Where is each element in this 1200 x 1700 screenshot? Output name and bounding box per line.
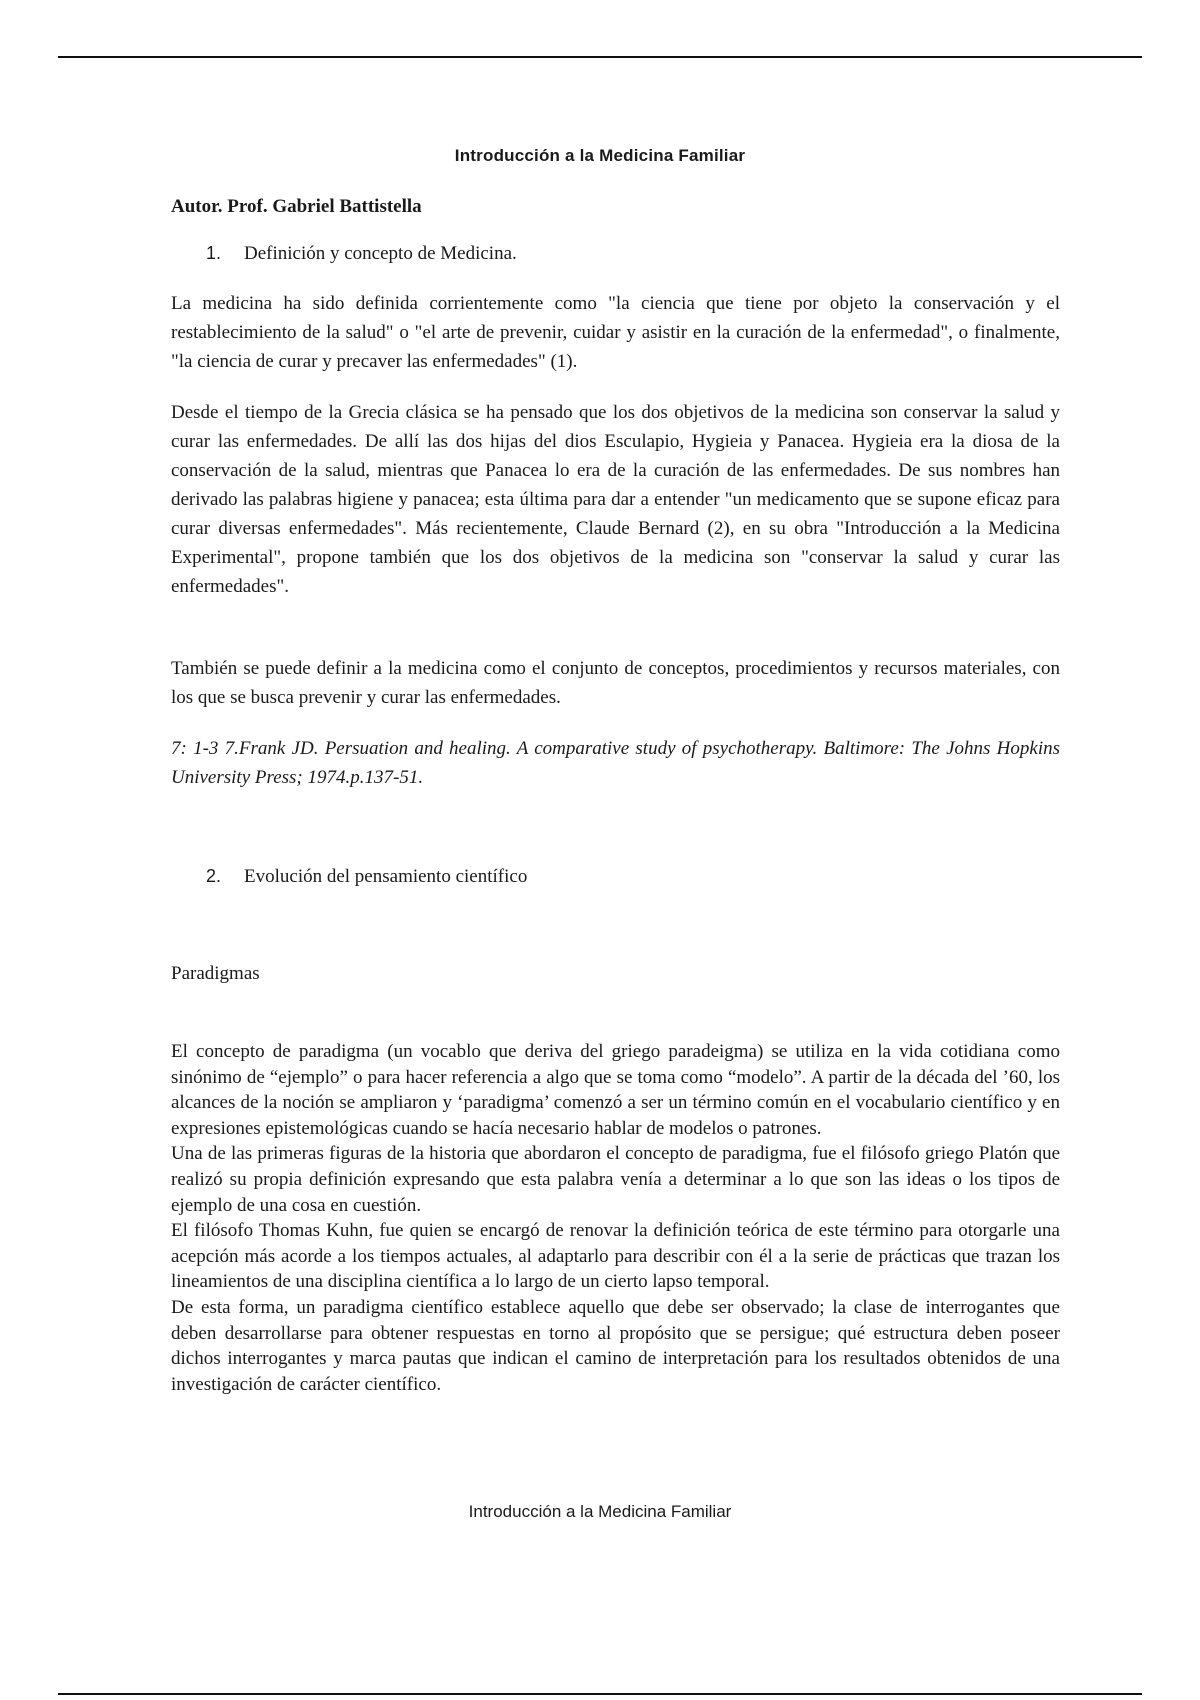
- subheading-paradigmas: Paradigmas: [171, 963, 260, 984]
- section-1-heading: [206, 243, 517, 265]
- paragraph-definition-alt: También se puede definir a la medicina como el conjunto de conceptos, procedimientos y recursos materiales, con los que se busca prevenir y curar las enfermedades.: [171, 658, 1060, 708]
- paragraph-greek-history: Desde el tiempo de la Grecia clásica se ha pensado que los dos objetivos de la medicina son conservar la salud y curar las enfermedades. De allí las dos hijas del dios Esculapio, Hygieia y Panacea. Hygieia era la diosa de la conservación de la salud, mientras que Panacea lo era de la curación de las enfermedades. De sus nombres han derivado las palabras higiene y panacea; esta última para dar a entender "un medicamento que se supone eficaz para curar diversas enfermedades". Más recientemente, Claude Bernard (2), en su obra "Introducción a la Medicina Experimental", propone también que los dos objetivos de la medicina son "conservar la salud y curar las enfermedades".: [171, 402, 1060, 597]
- section-2-title: Evolución del pensamiento científico: [244, 866, 528, 887]
- citation: 7: 1-3 7.Frank JD. Persuation and healing. A comparative study of psychotherapy. Baltimore: The Johns Hopkins University Press; 1974.p.137-51.: [171, 738, 1060, 788]
- section-1-number: 1.: [206, 243, 222, 263]
- section-1-title: Definición y concepto de Medicina.: [244, 243, 517, 264]
- paradigm-paragraph: El filósofo Thomas Kuhn, fue quien se encargó de renovar la definición teórica de este término para otorgarle una acepción más acorde a los tiempos actuales, al adaptarlo para describir con él a la serie de prácticas que trazan los lineamientos de una disciplina científica a lo largo de un cierto lapso temporal.: [171, 1220, 1060, 1293]
- paragraph-definition: La medicina ha sido definida corrientemente como "la ciencia que tiene por objeto la conservación y el restablecimiento de la salud" o "el arte de prevenir, cuidar y asistir en la curación de la enfermedad", o finalmente, "la ciencia de curar y precaver las enfermedades" (1).: [171, 293, 1060, 372]
- paradigm-text-block: [171, 1039, 1060, 1397]
- paradigm-paragraph: Una de las primeras figuras de la historia que abordaron el concepto de paradigma, fue el filósofo griego Platón que realizó su propia definición expresando que esta palabra venía a determinar a lo que son las ideas o los tipos de ejemplo de una cosa en cuestión.: [171, 1143, 1060, 1216]
- paradigm-paragraph: El concepto de paradigma (un vocablo que deriva del griego paradeigma) se utiliza en la vida cotidiana como sinónimo de “ejemplo” o para hacer referencia a algo que se toma como “modelo”. A partir de la década del ’60, los alcances de la noción se ampliaron y ‘paradigma’ comenzó a ser un término común en el vocabulario científico y en expresiones epistemológicas cuando se hacía necesario hablar de modelos o patrones.: [171, 1041, 1060, 1139]
- top-rule: [58, 56, 1142, 58]
- document-title: Introducción a la Medicina Familiar: [454, 146, 746, 165]
- footer-title: Introducción a la Medicina Familiar: [468, 1502, 732, 1521]
- paradigm-paragraph: De esta forma, un paradigma científico establece aquello que debe ser observado; la clase de interrogantes que deben desarrollarse para obtener respuestas en torno al propósito que se persigue; qué estructura deben poseer dichos interrogantes y marca pautas que indican el camino de interpretación para los resultados obtenidos de una investigación de carácter científico.: [171, 1296, 1060, 1395]
- author-line: Autor. Prof. Gabriel Battistella: [171, 196, 422, 217]
- section-2-heading: [206, 866, 527, 888]
- bottom-rule: [58, 1693, 1142, 1695]
- section-2-number: 2.: [206, 866, 222, 886]
